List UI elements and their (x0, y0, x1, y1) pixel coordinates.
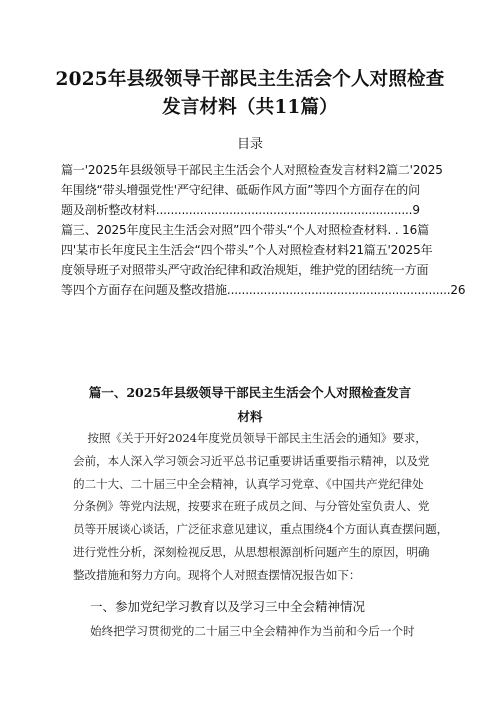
toc-line: 题及剖析整改材料......................................................................9 (61, 203, 420, 217)
body-line: 整改措施和努力方向。现将个人对照查摆情况报告如下： (73, 567, 361, 582)
toc-line: 篇一'2025年县级领导干部民主生活会个人对照检查发言材料2篇二'2025 (61, 163, 443, 177)
body-line: 按照《关于开好2024年度党员领导干部民主生活会的通知》要求， (73, 431, 427, 445)
document-title-line-1: 2025年县级领导干部民主生活会个人对照检查 (55, 69, 445, 90)
toc-line: 篇三、2025年度民主生活会对照”四个带头“个人对照检查材料. . 16篇 (61, 223, 429, 237)
body-line: 员等开展谈心谈话，广泛征求意见建议，重点围绕4个方面认真查摆问题， (73, 522, 449, 537)
document-title (40, 66, 460, 122)
section-title (60, 381, 440, 429)
subsection-heading: 一、参加党纪学习教育以及学习三中全会精神情况 (90, 599, 366, 614)
body-line: 会前，本人深入学习领会习近平总书记重要讲话重要指示精神，以及党 (73, 453, 430, 468)
toc-line: 度领导班子对照带头严守政治纪律和政治规矩，维护党的团结统一方面 (61, 263, 429, 277)
toc-heading: 目录 (236, 137, 263, 152)
document-title-line-2: 发言材料（共11篇） (162, 97, 338, 118)
body-line: 的二十大、二十届三中全会精神，认真学习党章、《中国共产党纪律处 (73, 476, 424, 491)
body-paragraph (73, 427, 467, 587)
toc-line: 年围绕“带头增强党性'严守纪律、砥砺作风方面”等四个方面存在的问 (61, 183, 420, 197)
body-line: 进行党性分析，深刻检视反思，从思想根源剖析问题产生的原因，明确 (73, 544, 430, 559)
toc-line: 四'某市长年度民主生活会“四个带头”个人对照检查材料21篇五'2025年 (61, 243, 433, 257)
body-line: 始终把学习贯彻党的二十届三中全会精神作为当前和今后一个时 (90, 624, 415, 638)
body-line: 分条例》等党内法规，按要求在班子成员之间、与分管处室负责人、党 (73, 499, 430, 514)
section-title-line-2: 材料 (237, 409, 263, 424)
table-of-contents (61, 160, 466, 300)
toc-line: 等四个方面存在问题及整改措施.............................................................26 (61, 283, 466, 297)
section-title-line-1: 篇一、2025年县级领导干部民主生活会个人对照检查发言 (88, 385, 412, 400)
